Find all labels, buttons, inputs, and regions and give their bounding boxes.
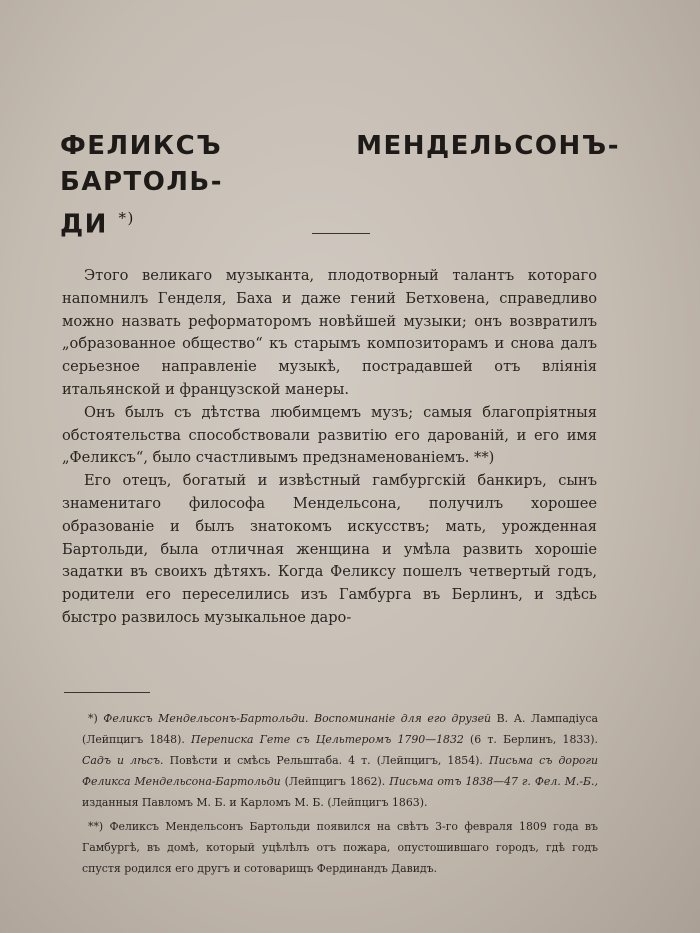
- chapter-title-line2: ДИ: [60, 209, 108, 240]
- body-text: [62, 265, 597, 630]
- paragraph-3: Его отецъ, богатый и извѣстный гамбургскій банкиръ, сынъ знаменитаго философа Мендельсона, получилъ хорошее образованіе и былъ знатокомъ искусствъ; мать, урожденная Бартольди, была отличная женщина и умѣла развить хорошіе задатки въ своихъ дѣтяхъ. Когда Феликсу пошелъ четвертый годъ, родители его переселились изъ Гамбурга въ Берлинъ, и здѣсь быстро развилось музыкальное даро-: [62, 472, 597, 626]
- title-footnote-mark: *): [118, 209, 135, 227]
- chapter-title-line1: ФЕЛИКСЪ МЕНДЕЛЬСОНЪ-БАРТОЛЬ-: [60, 131, 620, 197]
- footnote-1: *) Феликсъ Мендельсонъ-Бартольди. Воспоминаніе для его друзей В. А. Лампадіуса (Лейпцигъ 1848). Переписка Гете съ Цельтеромъ 1790—1832 (6 т. Берлинъ, 1833). Садъ и лѣсъ. Повѣсти и смѣсь Рельштаба. 4 т. (Лейпцигъ, 1854). Письма съ дороги Феликса Мендельсона-Бартольди (Лейпцигъ 1862). Письма отъ 1838—47 г. Фел. М.-Б., изданныя Павломъ М. Б. и Карломъ М. Б. (Лейпцигъ 1863).: [82, 712, 599, 809]
- footnote-2: **) Феликсъ Мендельсонъ Бартольди появился на свѣтъ 3-го февраля 1809 года въ Гамбургѣ, въ домѣ, который уцѣлѣлъ отъ пожара, опустошившаго городъ, гдѣ годъ спустя родился его другъ и сотоварищъ Фердинандъ Давидъ.: [82, 820, 598, 875]
- paragraph-2: Онъ былъ съ дѣтства любимцемъ музъ; самыя благопріятныя обстоятельства способствовали развитію его дарованій, и его имя „Феликсъ“, было счастливымъ предзнаменованіемъ. **): [62, 403, 597, 467]
- chapter-title: [60, 128, 620, 243]
- footnotes: [82, 708, 598, 882]
- title-divider: [312, 233, 370, 234]
- footnote-divider: [64, 692, 150, 693]
- paragraph-1: Этого великаго музыканта, плодотворный талантъ котораго напомнилъ Генделя, Баха и даже гений Бетховена, справедливо можно назвать реформаторомъ новѣйшей музыки; онъ возвратилъ „образованное общество“ къ старымъ композиторамъ и снова далъ серьезное направленіе музыкѣ, пострадавшей отъ вліянія итальянской и французской манеры.: [62, 267, 597, 398]
